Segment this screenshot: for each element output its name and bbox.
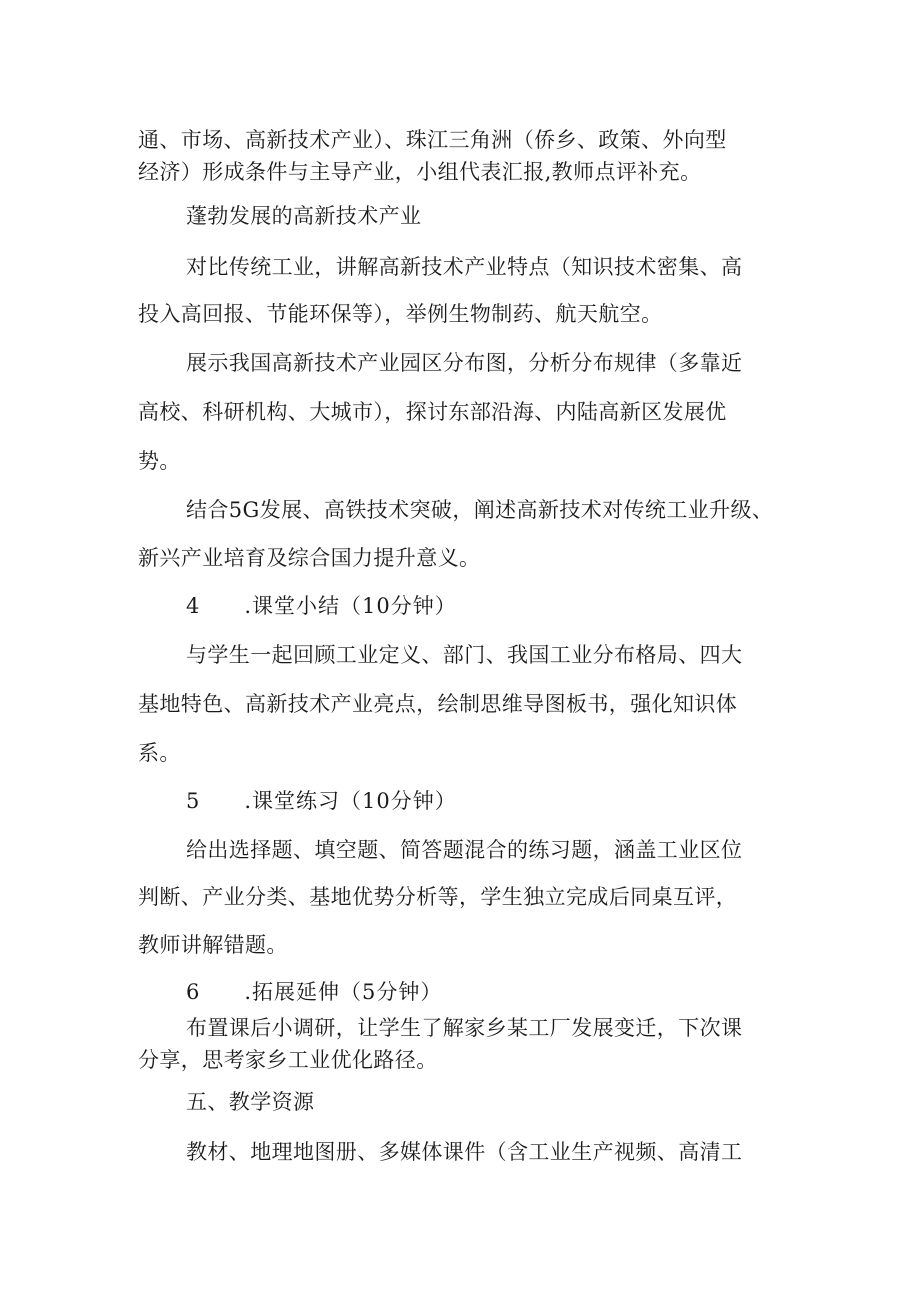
text-line: 与学生一起回顾工业定义、部门、我国工业分布格局、四大 (186, 643, 743, 667)
section-heading: 五、教学资源 (186, 1090, 315, 1114)
text-line: 系。 (138, 741, 181, 765)
text-line: 结合5G发展、高铁技术突破，阐述高新技术对传统工业升级、 (186, 498, 774, 522)
text-line: 给出选择题、填空题、简答题混合的练习题，涵盖工业区位 (186, 838, 743, 862)
text-line: 经济）形成条件与主导产业，小组代表汇报,教师点评补充。 (138, 160, 702, 184)
section-heading: 6 .拓展延伸（5分钟） (186, 980, 443, 1004)
text-line: 势。 (138, 449, 181, 473)
text-line: 投入高回报、节能环保等），举例生物制药、航天航空。 (138, 302, 663, 326)
text-line: 判断、产业分类、基地优势分析等，学生独立完成后同桌互评， (138, 885, 738, 909)
section-heading: 4 .课堂小结（10分钟） (186, 594, 457, 618)
text-line: 对比传统工业，讲解高新技术产业特点（知识技术密集、高 (186, 255, 743, 279)
text-line: 教师讲解错题。 (138, 933, 288, 957)
section-heading: 5 .课堂练习（10分钟） (186, 789, 457, 813)
text-line: 新兴产业培育及综合国力提升意义。 (138, 546, 481, 570)
text-line: 展示我国高新技术产业园区分布图，分析分布规律（多靠近 (186, 351, 743, 375)
text-line: 高校、科研机构、大城市），探讨东部沿海、内陆高新区发展优 (138, 400, 727, 424)
text-line: 教材、地理地图册、多媒体课件（含工业生产视频、高清工 (186, 1140, 743, 1164)
section-heading: 蓬勃发展的高新技术产业 (186, 204, 422, 228)
text-line: 布置课后小调研，让学生了解家乡某工厂发展变迁，下次课 (186, 1016, 743, 1040)
text-line: 通、市场、高新技术产业）、珠江三角洲（侨乡、政策、外向型 (138, 128, 727, 152)
text-line: 分享，思考家乡工业优化路径。 (138, 1048, 438, 1072)
text-line: 基地特色、高新技术产业亮点，绘制思维导图板书，强化知识体 (138, 692, 738, 716)
